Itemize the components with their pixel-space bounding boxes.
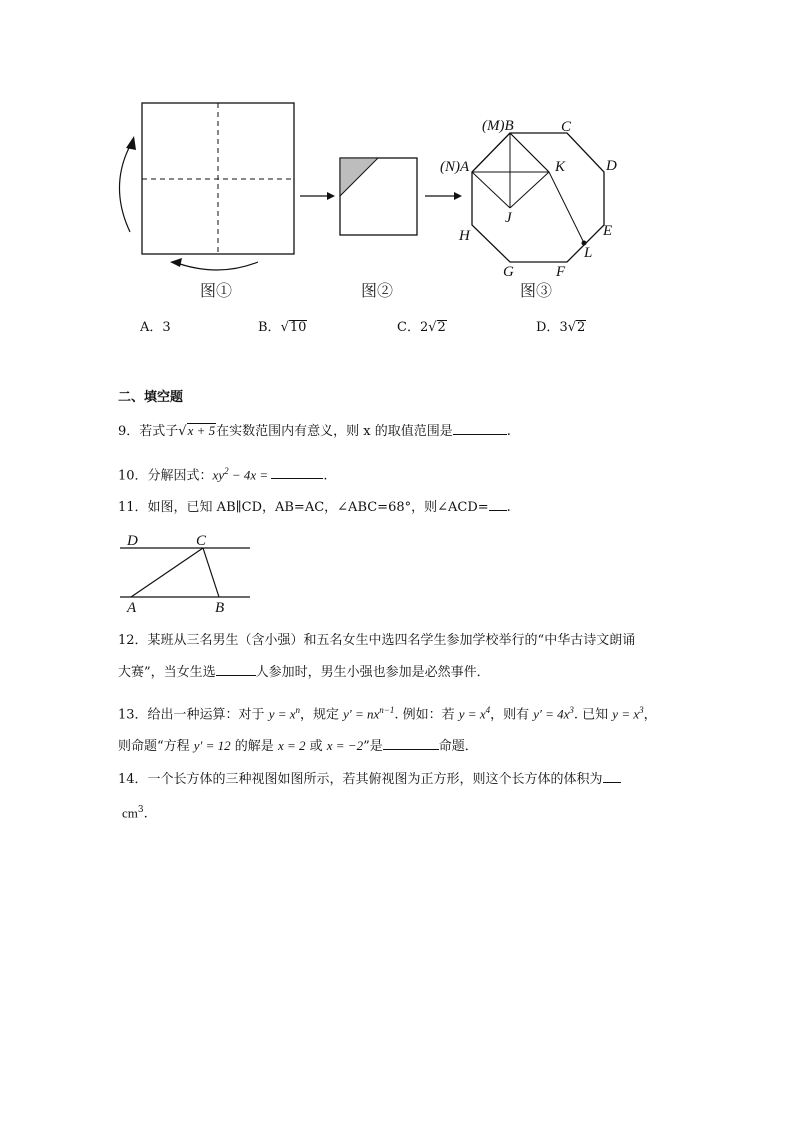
label-g: G [503,264,514,280]
figure-1 [119,103,294,300]
label-a: A [127,600,137,616]
answer-blank-11[interactable] [489,498,507,511]
label-b: B [215,600,225,616]
answer-blank-10[interactable] [271,466,323,479]
folding-figures [0,0,794,310]
choice-b[interactable]: B．√10 [258,320,307,335]
answer-blank-13[interactable] [383,737,439,750]
caption-1: 图① [200,281,233,300]
label-h: H [459,228,470,244]
label-j: J [505,210,512,226]
section-title: 二、填空题 [118,390,184,405]
label-c: C [196,533,207,549]
arrow-2 [425,192,462,200]
answer-blank-9[interactable] [453,422,507,435]
question-9: 9．若式子√x + 5在实数范围内有意义，则 x 的取值范围是 . [118,423,511,439]
figure-3-octagon [440,118,617,300]
question-12-line1: 12．某班从三名男生（含小强）和五名女生中选四名学生参加学校举行的“中华古诗文朗诵 [118,633,636,648]
label-e: E [603,223,613,239]
label-d: D [606,158,617,174]
question-12-line2: 大赛”，当女生选 人参加时，男生小强也参加是必然事件． [118,665,490,680]
label-mb: (M)B [482,118,514,134]
label-c: C [561,119,572,135]
arrow-1 [300,192,335,200]
question-14-line2: $cm^3$. [122,805,148,822]
question-13-line1: 13．给出一种运算：对于 $y = x^n$，规定 $y' = nx^{n-1}$. 例如：若 $y = x^4$，则有 $y' = 4x^3$. 已知 $y = x^3$， [118,705,657,723]
question-14-line1: 14．一个长方体的三种视图如图所示，若其俯视图为正方形，则这个长方体的体积为 [118,770,621,789]
figure-2 [340,158,417,300]
choice-d[interactable]: D．3√2 [536,320,586,335]
question-13-line2: 则命题“方程 y′ = 12 的解是 x = 2 或 x = −2”是 命题． [118,738,478,754]
label-na: (N)A [440,159,470,175]
label-d: D [127,533,138,549]
question-10: 10．分解因式：$xy^2 - 4x$ = . [118,466,328,484]
figure-strip [0,0,794,310]
parallel-lines-figure [118,530,258,616]
label-l: L [584,245,593,261]
answer-blank-14[interactable] [603,770,621,783]
question-11: 11．如图，已知 AB∥CD，AB=AC，∠ABC=68°，则∠ACD= . [118,500,511,515]
choice-a[interactable]: A．3 [140,320,171,335]
caption-2: 图② [361,281,394,300]
caption-3: 图③ [520,281,553,300]
answer-choices [0,316,794,338]
answer-blank-12[interactable] [216,663,256,676]
choice-c[interactable]: C．2√2 [397,320,446,335]
label-k: K [555,159,566,175]
label-f: F [556,264,566,280]
